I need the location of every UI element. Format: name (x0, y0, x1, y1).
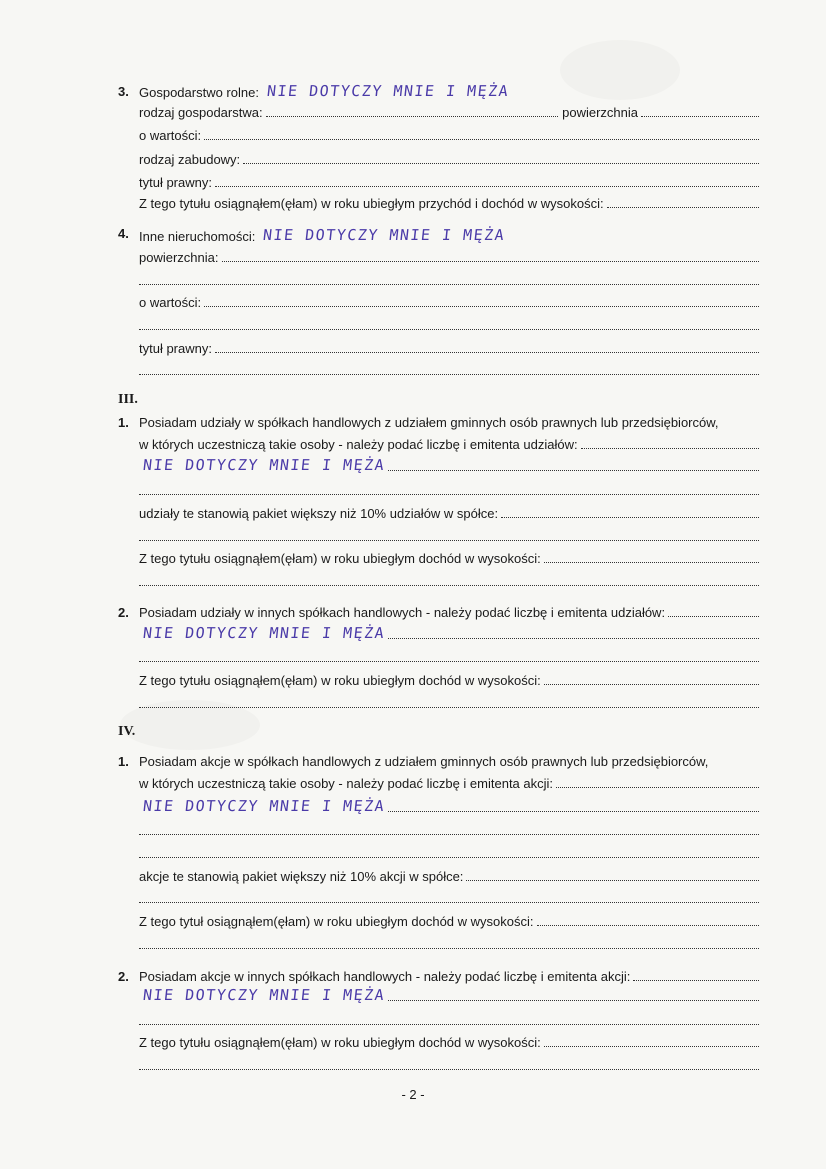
blank-line (139, 480, 759, 498)
other-shares-text: Posiadam udziały w innych spółkach handlowych - należy podać liczbę i emitenta udziałów: (139, 605, 666, 620)
fill-field[interactable] (139, 833, 759, 835)
fill-field[interactable] (641, 115, 759, 117)
item-number: 1. (118, 415, 129, 430)
shares-text: w których uczestniczą takie osoby - należy podać liczbę i emitenta udziałów: (139, 437, 578, 452)
fill-field[interactable] (388, 810, 759, 812)
fill-field[interactable] (222, 260, 760, 262)
property-label: Inne nieruchomości: (139, 229, 256, 244)
fill-field[interactable] (139, 493, 759, 495)
fill-field[interactable] (139, 328, 759, 330)
other-shares-line (139, 602, 759, 620)
farm-buildings-label: rodzaj zabudowy: (139, 152, 241, 167)
fill-field[interactable] (556, 786, 759, 788)
shares-package-line (139, 503, 759, 521)
other-stocks-text: Posiadam akcje w innych spółkach handlowych - należy podać liczbę i emitenta akcji: (139, 969, 631, 984)
fill-field[interactable] (581, 447, 759, 449)
other-shares-income-line (139, 670, 759, 688)
farm-value-label: o wartości: (139, 128, 202, 143)
fill-field[interactable] (243, 162, 759, 164)
handwritten-line (139, 620, 759, 642)
fill-field[interactable] (607, 206, 759, 208)
blank-line (139, 843, 759, 861)
blank-line (139, 526, 759, 544)
farm-title-label: tytuł prawny: (139, 175, 212, 190)
handwritten-other-stocks: NIE DOTYCZY MNIE I MĘŻA (142, 986, 387, 1004)
farm-buildings-line (139, 149, 759, 167)
handwritten-shares: NIE DOTYCZY MNIE I MĘŻA (142, 456, 387, 474)
blank-line (139, 693, 759, 711)
farm-type-line (139, 102, 759, 120)
handwritten-line (139, 793, 759, 815)
farm-income-label: Z tego tytułu osiągnąłem(ęłam) w roku ubiegłym przychód i dochód w wysokości: (139, 196, 604, 211)
farm-area-label: powierzchnia (562, 105, 638, 120)
farm-line (139, 76, 759, 100)
fill-field[interactable] (388, 999, 759, 1001)
property-line (139, 220, 759, 244)
fill-field[interactable] (501, 516, 759, 518)
stocks-text: w których uczestniczą takie osoby - należy podać liczbę i emitenta akcji: (139, 776, 554, 791)
fill-field[interactable] (139, 373, 759, 375)
fill-field[interactable] (215, 351, 759, 353)
shares-income-line (139, 548, 759, 566)
blank-line (139, 888, 759, 906)
item-number: 2. (118, 969, 129, 984)
fill-field[interactable] (215, 185, 759, 187)
fill-field[interactable] (466, 879, 759, 881)
fill-field[interactable] (139, 901, 759, 903)
fill-field[interactable] (544, 683, 759, 685)
item-number: 3. (118, 84, 129, 99)
item-number: 2. (118, 605, 129, 620)
handwritten-line (139, 452, 759, 474)
handwritten-farm: NIE DOTYCZY MNIE I MĘŻA (266, 82, 511, 100)
fill-field[interactable] (388, 637, 759, 639)
item-number: 1. (118, 754, 129, 769)
handwritten-property: NIE DOTYCZY MNIE I MĘŻA (262, 226, 507, 244)
blank-line (139, 820, 759, 838)
stocks-text-line1 (139, 751, 759, 769)
blank-line (139, 1055, 759, 1073)
fill-field[interactable] (544, 1045, 759, 1047)
page-number: - 2 - (401, 1087, 425, 1102)
handwritten-other-shares: NIE DOTYCZY MNIE I MĘŻA (142, 624, 387, 642)
blank-line (139, 360, 759, 378)
fill-field[interactable] (139, 856, 759, 858)
section-heading-iv: IV. (118, 724, 136, 739)
shares-text-line1 (139, 412, 759, 430)
fill-field[interactable] (139, 283, 759, 285)
stocks-text-line2 (139, 773, 759, 791)
farm-value-line (139, 125, 759, 143)
other-stocks-income-line (139, 1032, 759, 1050)
stocks-package-label: akcje te stanowią pakiet większy niż 10% akcji w spółce: (139, 869, 464, 884)
other-shares-income-label: Z tego tytułu osiągnąłem(ęłam) w roku ubiegłym dochód w wysokości: (139, 673, 541, 688)
fill-field[interactable] (544, 561, 759, 563)
property-title-line (139, 338, 759, 356)
fill-field[interactable] (668, 615, 759, 617)
shares-income-label: Z tego tytułu osiągnąłem(ęłam) w roku ubiegłym dochód w wysokości: (139, 551, 541, 566)
fill-field[interactable] (139, 584, 759, 586)
handwritten-stocks: NIE DOTYCZY MNIE I MĘŻA (142, 797, 387, 815)
stocks-text: Posiadam akcje w spółkach handlowych z udziałem gminnych osób prawnych lub przedsiębiorców, (139, 754, 709, 769)
farm-income-line (139, 193, 759, 211)
farm-title-line (139, 172, 759, 190)
fill-field[interactable] (139, 660, 759, 662)
fill-field[interactable] (139, 1068, 759, 1070)
property-area-label: powierzchnia: (139, 250, 219, 265)
stocks-package-line (139, 866, 759, 884)
shares-text-line2 (139, 434, 759, 452)
blank-line (139, 934, 759, 952)
farm-type-label: rodzaj gospodarstwa: (139, 105, 263, 120)
fill-field[interactable] (139, 1023, 759, 1025)
fill-field[interactable] (633, 979, 759, 981)
blank-line (139, 315, 759, 333)
handwritten-line (139, 982, 759, 1004)
property-value-line (139, 292, 759, 310)
other-stocks-income-label: Z tego tytułu osiągnąłem(ęłam) w roku ubiegłym dochód w wysokości: (139, 1035, 541, 1050)
farm-label: Gospodarstwo rolne: (139, 85, 259, 100)
fill-field[interactable] (139, 947, 759, 949)
fill-field[interactable] (537, 924, 759, 926)
property-area-line (139, 247, 759, 265)
blank-line (139, 270, 759, 288)
property-value-label: o wartości: (139, 295, 202, 310)
fill-field[interactable] (204, 305, 759, 307)
fill-field[interactable] (204, 138, 759, 140)
property-title-label: tytuł prawny: (139, 341, 212, 356)
blank-line (139, 647, 759, 665)
blank-line (139, 1010, 759, 1028)
shares-package-label: udziały te stanowią pakiet większy niż 10% udziałów w spółce: (139, 506, 499, 521)
fill-field[interactable] (388, 469, 759, 471)
fill-field[interactable] (266, 115, 559, 117)
fill-field[interactable] (139, 539, 759, 541)
blank-line (139, 571, 759, 589)
stocks-income-line (139, 911, 759, 929)
fill-field[interactable] (139, 706, 759, 708)
item-number: 4. (118, 226, 129, 241)
stocks-income-label: Z tego tytuł osiągnąłem(ęłam) w roku ubiegłym dochód w wysokości: (139, 914, 534, 929)
shares-text: Posiadam udziały w spółkach handlowych z udziałem gminnych osób prawnych lub przedsiębiorców, (139, 415, 719, 430)
section-heading-iii: III. (118, 392, 138, 407)
